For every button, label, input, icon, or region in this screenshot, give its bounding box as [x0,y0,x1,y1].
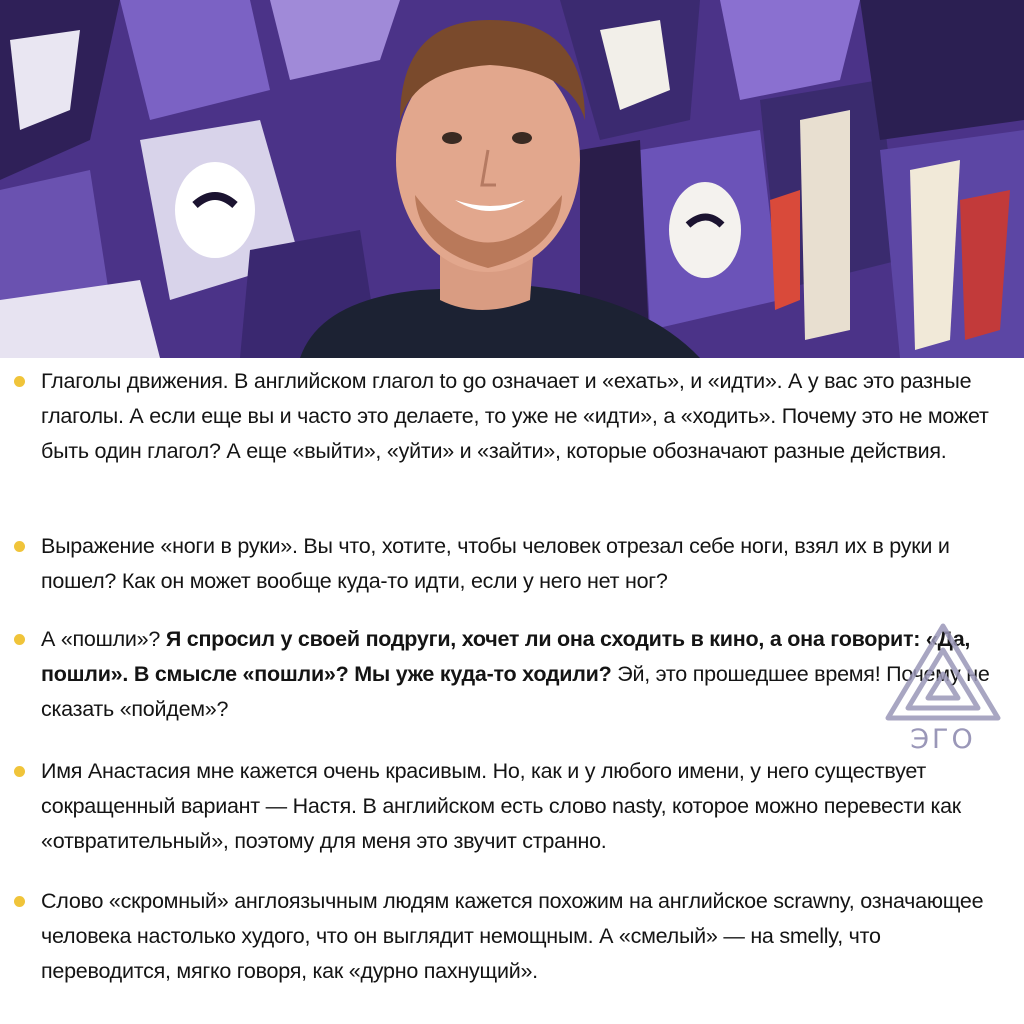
triangle-logo-icon [884,622,1002,722]
text-run: Выражение «ноги в руки». Вы что, хотите, чтобы человек отрезал себе ноги, взял их в руки и пошел? Как он может вообще куда-то идти, если у него нет ног? [41,534,950,593]
list-item-text [41,622,1004,727]
text-run: Слово «скромный» англоязычным людям кажется похожим на английское scrawny, означающее человека настолько худого, что он выглядит немощным. А «смелый» — на smelly, что переводится, мягко говоря, как «дурно пахнущий». [41,889,984,983]
watermark-label: ЭГО [910,724,976,755]
text-run: А «пошли»? [41,627,166,651]
bullet-icon [14,766,25,777]
list-item-text [41,884,1004,989]
list-item-text [41,364,1004,469]
bullet-icon [14,541,25,552]
list-item-text [41,754,1004,859]
bullet-icon [14,896,25,907]
list-item [14,529,1004,599]
bold-text-run: Я спросил у своей подруги, хочет ли она сходить в кино, а она говорит: «Да, пошли». В смысле «пошли»? Мы уже куда-то ходили? [41,627,971,686]
text-run: Имя Анастасия мне кажется очень красивым. Но, как и у любого имени, у него существует сокращенный вариант — Настя. В английском есть слово nasty, которое можно перевести как «отвратительный», поэтому для меня это звучит странно. [41,759,961,853]
facts-list [0,358,1024,1024]
list-item [14,364,1004,469]
list-item [14,622,1004,727]
photo-illustration [0,0,1024,358]
list-item [14,884,1004,989]
text-run: Глаголы движения. В английском глагол to go означает и «ехать», и «идти». А у вас это разные глаголы. А если еще вы и часто это делаете, то уже не «идти», а «ходить». Почему это не может быть один глагол? А еще «выйти», «уйти» и «зайти», которые обозначают разные действия. [41,369,989,463]
bullet-icon [14,376,25,387]
hero-photo [0,0,1024,358]
ego-watermark [884,622,1002,762]
text-run: Эй, это прошедшее время! Почему не сказать «пойдем»? [41,662,990,721]
list-item-text [41,529,1004,599]
list-item [14,754,1004,859]
bullet-icon [14,634,25,645]
